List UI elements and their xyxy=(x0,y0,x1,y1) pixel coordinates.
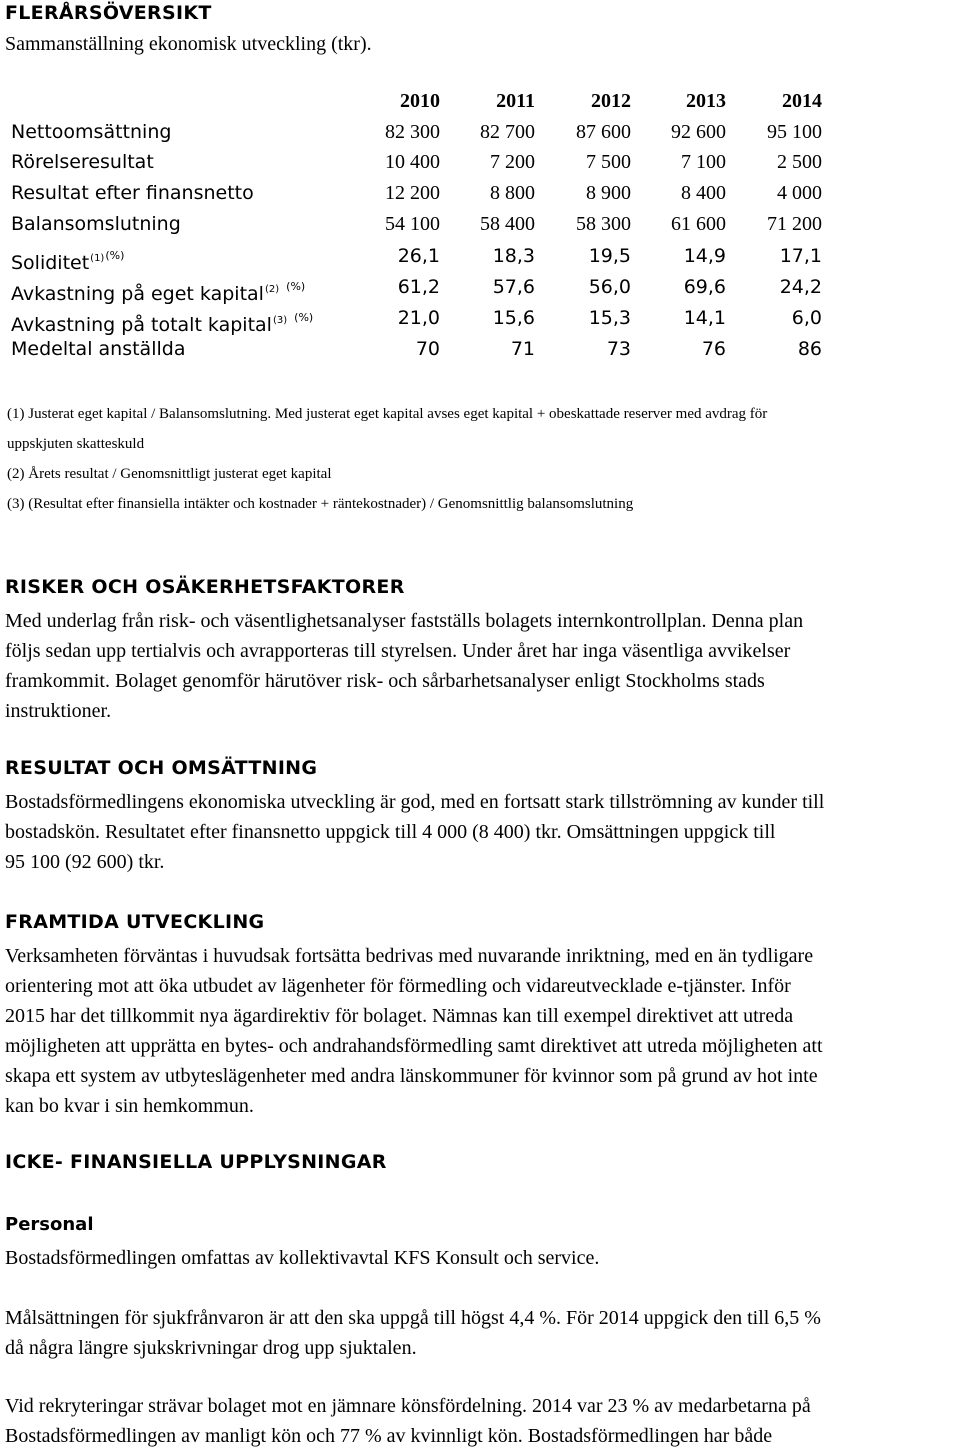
footnote-ref: (2) xyxy=(264,284,280,295)
unit-marker: (%) xyxy=(105,249,125,262)
row-label: Rörelseresultat xyxy=(11,151,154,173)
table-row xyxy=(0,241,960,274)
table-cell: 7 500 xyxy=(586,151,631,173)
row-label-text: Avkastning på totalt kapital xyxy=(11,314,272,336)
text-line: möjligheten att upprätta en bytes- och andrahandsförmedling samt direktivet att utreda möjligheten att xyxy=(5,1035,823,1057)
text-line: framkommit. Bolaget genomför härutöver risk- och sårbarhetsanalyser enligt Stockholms stads xyxy=(5,670,765,692)
footnote: (2) Årets resultat / Genomsnittligt justerat eget kapital xyxy=(7,466,332,482)
table-cell: 8 800 xyxy=(490,182,535,204)
paragraph-risker xyxy=(5,606,960,726)
year-header: 2010 xyxy=(400,90,440,112)
paragraph-sjukfranvaro xyxy=(5,1303,960,1363)
table-cell: 69,6 xyxy=(683,276,726,298)
year-header: 2013 xyxy=(686,90,726,112)
table-cell: 26,1 xyxy=(397,245,440,267)
table-row xyxy=(0,209,960,239)
text-line: Målsättningen för sjukfrånvaron är att den ska uppgå till högst 4,4 %. För 2014 uppgick den till 6,5 % xyxy=(5,1307,821,1329)
table-cell: 8 900 xyxy=(586,182,631,204)
table-cell: 14,9 xyxy=(683,245,726,267)
table-cell: 4 000 xyxy=(777,182,822,204)
page-title: FLERÅRSÖVERSIKT xyxy=(5,2,212,24)
table-cell: 58 300 xyxy=(576,213,631,235)
footnote: (3) (Resultat efter finansiella intäkter och kostnader + räntekostnader) / Genomsnittlig balansomslutning xyxy=(7,496,634,512)
table-cell: 87 600 xyxy=(576,121,631,143)
section-heading-icke-finansiella: ICKE- FINANSIELLA UPPLYSNINGAR xyxy=(5,1151,387,1173)
year-header: 2012 xyxy=(591,90,631,112)
table-cell: 95 100 xyxy=(767,121,822,143)
table-cell: 7 100 xyxy=(681,151,726,173)
table-cell: 82 700 xyxy=(480,121,535,143)
text-line: orientering mot att öka utbudet av lägenheter för förmedling och vidareutvecklade e-tjänster. Inför xyxy=(5,975,791,997)
section-heading-resultat: RESULTAT OCH OMSÄTTNING xyxy=(5,757,318,779)
table-cell: 70 xyxy=(415,338,440,360)
table-cell: 61,2 xyxy=(397,276,440,298)
table-cell: 10 400 xyxy=(385,151,440,173)
table-cell: 82 300 xyxy=(385,121,440,143)
table-cell: 14,1 xyxy=(683,307,726,329)
unit-marker: (%) xyxy=(294,311,314,324)
table-cell: 6,0 xyxy=(791,307,822,329)
text-line: Bostadsförmedlingens ekonomiska utveckling är god, med en fortsatt stark tillströmning av kunder till xyxy=(5,791,825,813)
year-header: 2014 xyxy=(782,90,822,112)
table-row xyxy=(0,147,960,177)
text-line: Bostadsförmedlingen omfattas av kollektivavtal KFS Konsult och service. xyxy=(5,1247,600,1269)
text-line: Bostadsförmedlingen av manligt kön och 77 % av kvinnligt kön. Bostadsförmedlingen har både xyxy=(5,1425,773,1447)
text-line: Med underlag från risk- och väsentlighetsanalyser fastställs bolagets internkontrollplan. Denna plan xyxy=(5,610,804,632)
table-cell: 17,1 xyxy=(779,245,822,267)
paragraph-kollektivavtal xyxy=(5,1243,960,1273)
row-label: Resultat efter finansnetto xyxy=(11,182,254,204)
subheading-personal: Personal xyxy=(5,1214,94,1235)
text-line: skapa ett system av utbyteslägenheter med andra länskommuner för kvinnor som på grund av hot inte xyxy=(5,1065,818,1087)
table-row xyxy=(0,178,960,208)
table-cell: 71 200 xyxy=(767,213,822,235)
table-row xyxy=(0,334,960,364)
text-line: Verksamheten förväntas i huvudsak fortsätta bedrivas med nuvarande inriktning, med en än tydligare xyxy=(5,945,814,967)
table-cell: 12 200 xyxy=(385,182,440,204)
table-cell: 21,0 xyxy=(397,307,440,329)
text-line: 95 100 (92 600) tkr. xyxy=(5,851,165,873)
table-row xyxy=(0,272,960,305)
year-header: 2011 xyxy=(496,90,535,112)
row-label-text: Avkastning på eget kapital xyxy=(11,283,264,305)
table-row xyxy=(0,117,960,147)
table-cell: 8 400 xyxy=(681,182,726,204)
section-heading-framtida: FRAMTIDA UTVECKLING xyxy=(5,911,265,933)
table-cell: 61 600 xyxy=(671,213,726,235)
table-cell: 2 500 xyxy=(777,151,822,173)
footnotes xyxy=(7,399,907,519)
paragraph-resultat xyxy=(5,787,960,877)
text-line: då några längre sjukskrivningar drog upp sjuktalen. xyxy=(5,1337,417,1359)
table-cell: 15,3 xyxy=(588,307,631,329)
table-header-row xyxy=(0,86,960,116)
table-cell: 86 xyxy=(797,338,822,360)
text-line: kan bo kvar i sin hemkommun. xyxy=(5,1095,254,1117)
table-row xyxy=(0,303,960,336)
row-label: Balansomslutning xyxy=(11,213,181,235)
row-label-text: Soliditet xyxy=(11,252,90,274)
table-cell: 15,6 xyxy=(492,307,535,329)
table-cell: 24,2 xyxy=(779,276,822,298)
text-line: bostadskön. Resultatet efter finansnetto uppgick till 4 000 (8 400) tkr. Omsättningen uppgick till xyxy=(5,821,776,843)
paragraph-rekrytering xyxy=(5,1391,960,1451)
footnote-ref: (3) xyxy=(272,315,288,326)
row-label: Nettoomsättning xyxy=(11,121,172,143)
text-line: Vid rekryteringar strävar bolaget mot en jämnare könsfördelning. 2014 var 23 % av medarbetarna på xyxy=(5,1395,811,1417)
table-cell: 76 xyxy=(701,338,726,360)
text-line: följs sedan upp tertialvis och avrapporteras till styrelsen. Under året har inga väsentliga avvikelser xyxy=(5,640,791,662)
table-cell: 58 400 xyxy=(480,213,535,235)
table-cell: 7 200 xyxy=(490,151,535,173)
text-line: 2015 har det tillkommit nya ägardirektiv för bolaget. Nämnas kan till exempel direktivet att utreda xyxy=(5,1005,794,1027)
footnote: (1) Justerat eget kapital / Balansomslutning. Med justerat eget kapital avses eget kapital + obeskattade reserver med avdrag för xyxy=(7,406,768,422)
table-cell: 92 600 xyxy=(671,121,726,143)
page-subtitle: Sammanställning ekonomisk utveckling (tkr). xyxy=(5,33,372,55)
table-cell: 19,5 xyxy=(588,245,631,267)
table-cell: 57,6 xyxy=(492,276,535,298)
row-label: Medeltal anställda xyxy=(11,338,186,360)
table-cell: 18,3 xyxy=(492,245,535,267)
table-cell: 73 xyxy=(606,338,631,360)
paragraph-framtida xyxy=(5,941,960,1121)
section-heading-risker: RISKER OCH OSÄKERHETSFAKTORER xyxy=(5,576,405,598)
table-cell: 54 100 xyxy=(385,213,440,235)
unit-marker: (%) xyxy=(286,280,306,293)
footnote-ref: (1) xyxy=(90,253,105,264)
table-cell: 71 xyxy=(510,338,535,360)
text-line: instruktioner. xyxy=(5,700,112,722)
footnote: uppskjuten skatteskuld xyxy=(7,436,145,452)
table-cell: 56,0 xyxy=(588,276,631,298)
